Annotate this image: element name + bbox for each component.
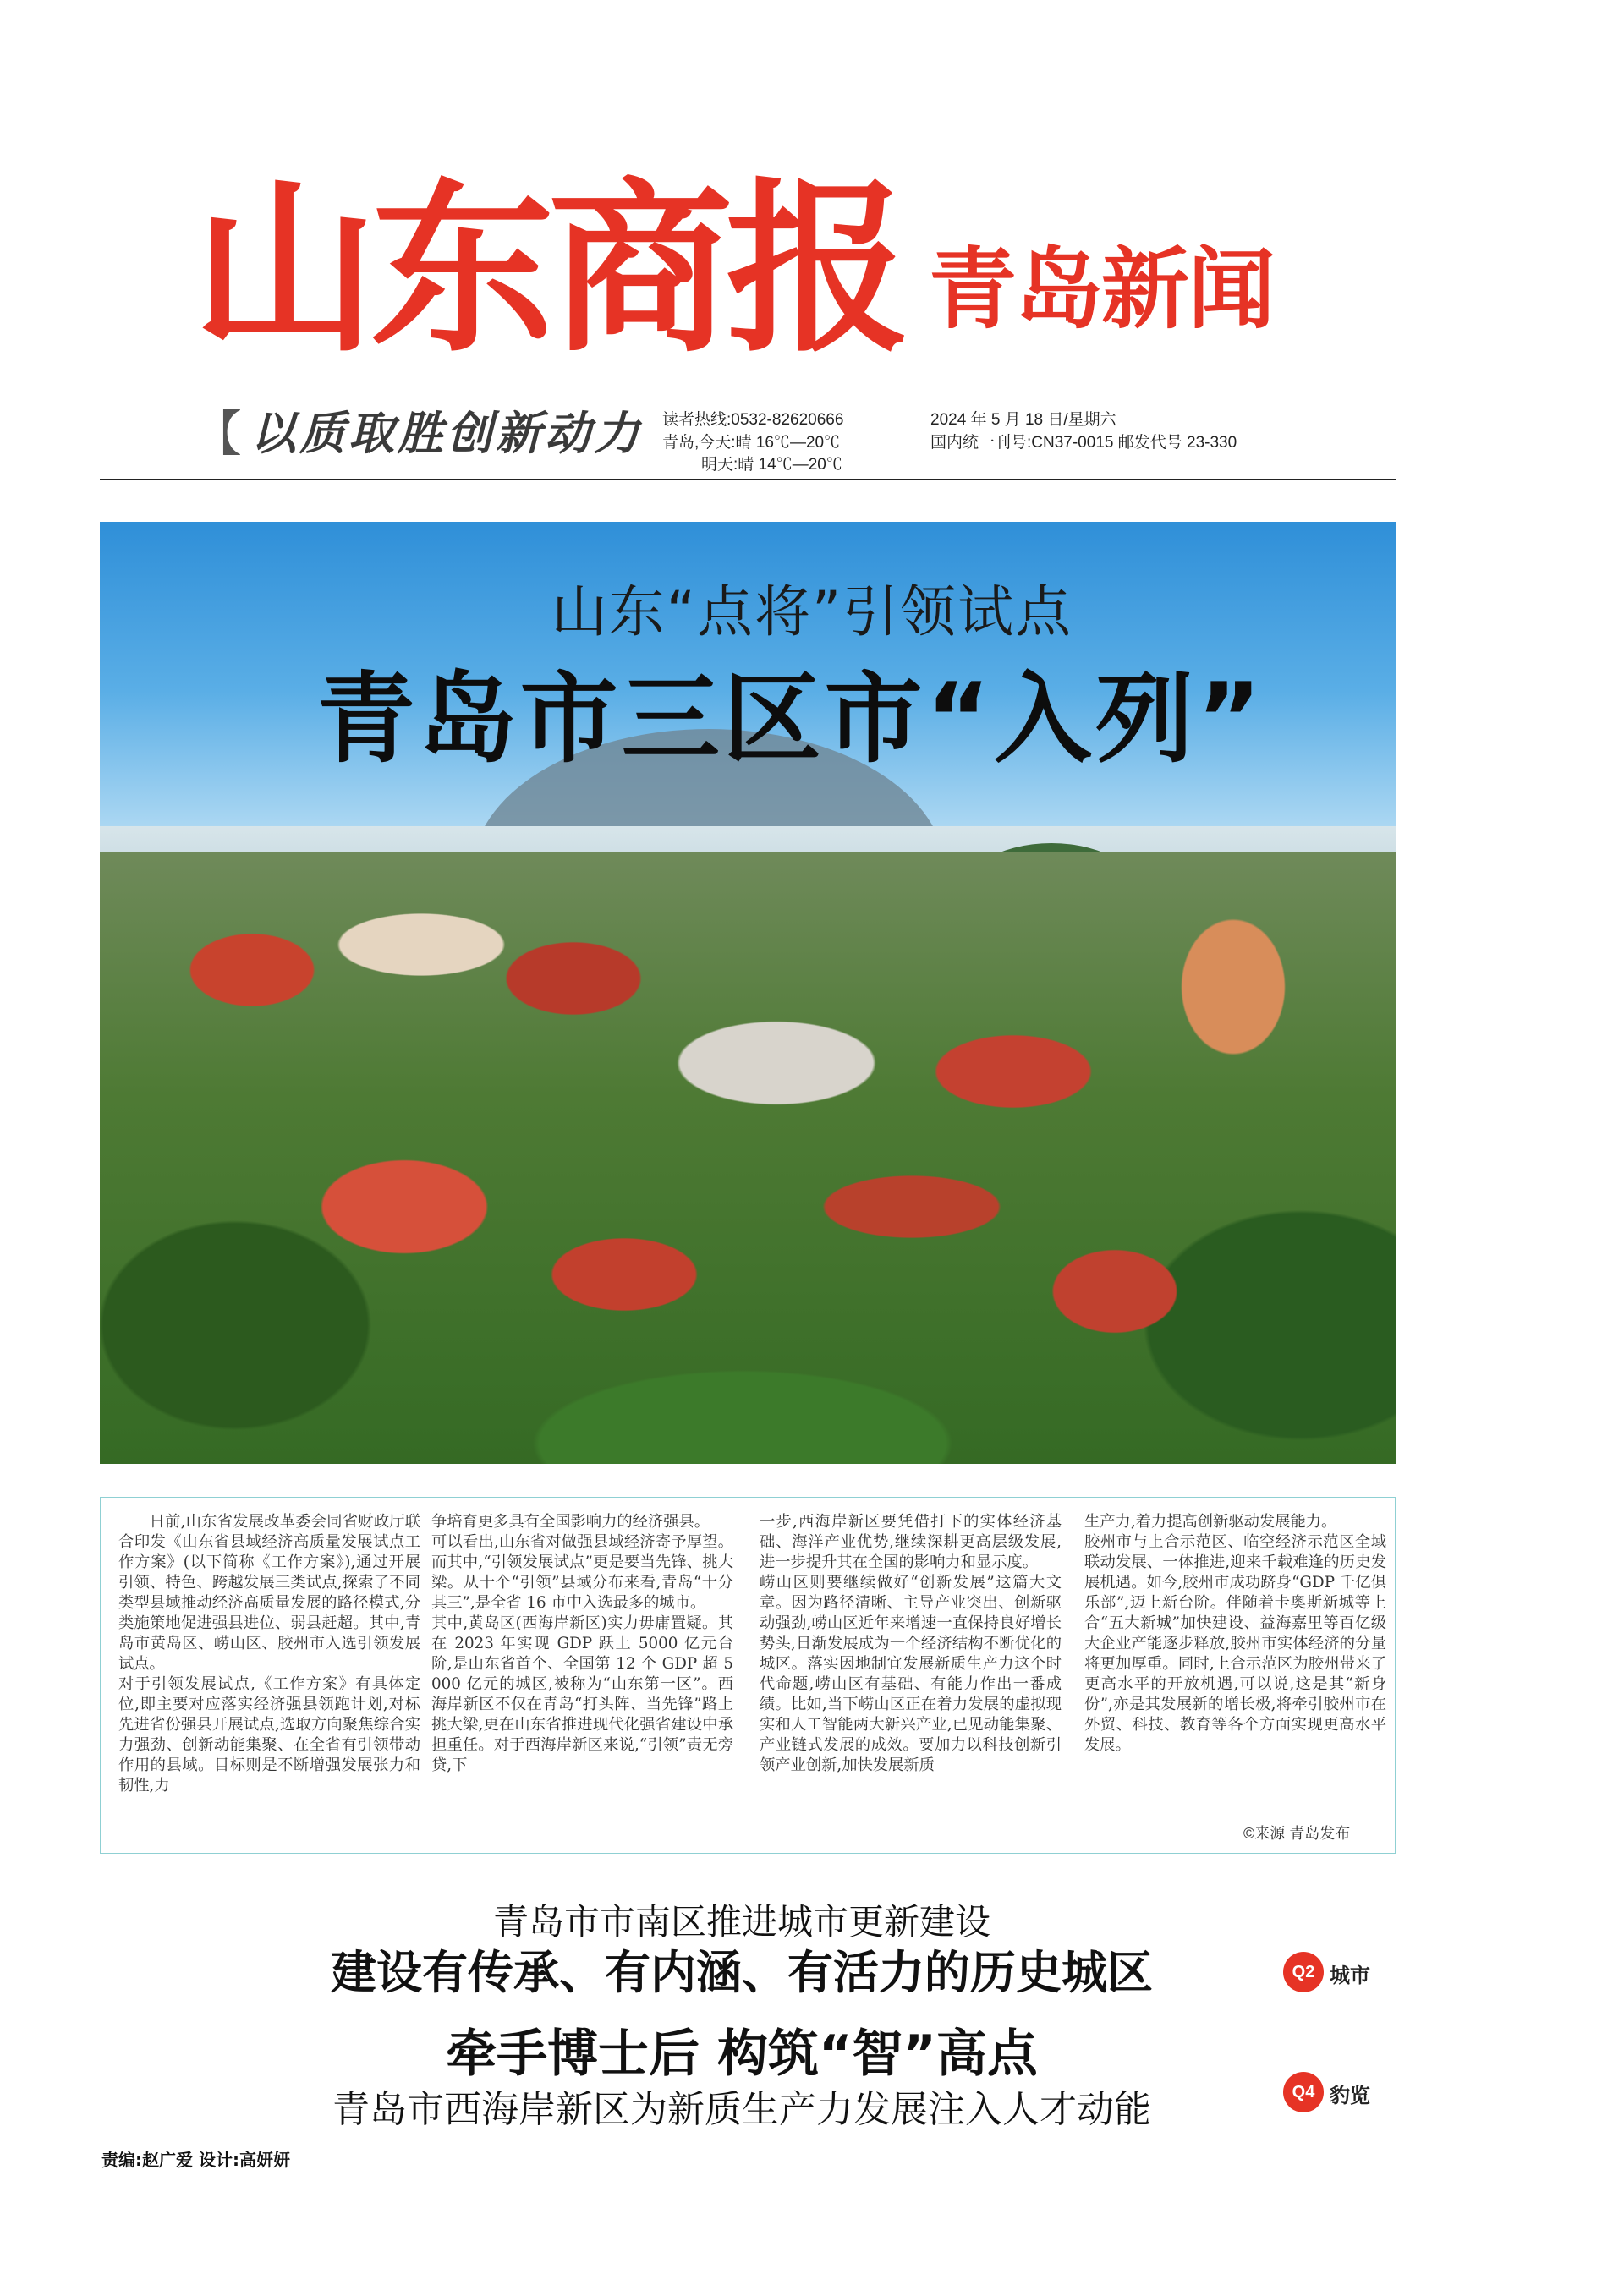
article-text: 争培育更多具有全国影响力的经济强县。 可以看出,山东省对做强县域经济寄予厚望。而其中,“引领发展试点”更是要当先锋、挑大梁。从十个“引领”县域分布来看,青岛“十分其三”,是全省 16 市中入选最多的城市。 其中,黄岛区(西海岸新区)实力毋庸置疑。其在 2023 年实现 GDP 跃上 5000 亿元台阶,是山东省首个、全国第 12 个 GDP 超 5000 亿元的城区,被称为“山东第一区”。西海岸新区不仅在青岛“打头阵、当先锋”路上挑大梁,更在山东省推进现代化强省建设中承担重任。对于西海岸新区来说,“引领”责无旁贷,下 [431,1513,733,1774]
issue-date: 2024 年 5 月 18 日/星期六 [930,411,1116,429]
article-text: 日前,山东省发展改革委会同省财政厅联合印发《山东省县域经济高质量发展试点工作方案》(以下简称《工作方案》),通过开展引领、特色、跨越发展三类试点,探索了不同类型县域推动经济高质量发展的路径模式,分类施策地促进强县进位、弱县赶超。其中,青岛市黄岛区、崂山区、胶州市入选引领发展试点。 对于引领发展试点,《工作方案》有具体定位,即主要对应落实经济强县领跑计划,对标先进省份强县开展试点,选取方向聚焦综合实力强劲、创新动能集聚、在全省有引领带动作用的县域。目标则是不断增强发展张力和韧性,力 [118,1513,420,1795]
article-text: 生产力,着力提高创新驱动发展能力。 胶州市与上合示范区、临空经济示范区全域联动发展、一体推进,迎来千载难逢的历史发展机遇。如今,胶州市成功跻身“GDP 千亿俱乐部”,迈上新台阶。伴随着卡奥斯新城等上合“五大新城”加快建设、益海嘉里等百亿级大企业产能逐步释放,胶州市实体经济的分量将更加厚重。同时,上合示范区为胶州带来了更高水平的开放机遇,可以说,这是其“新身份”,亦是其发展新的增长极,将牵引胶州市在外贸、科技、教育等各个方面实现更高水平发展。 [1084,1513,1386,1754]
registration-number: 国内统一刊号:CN37-0015 邮发代号 23-330 [930,434,1237,452]
red-roof-town [100,852,1396,1464]
slogan-bracket-icon: 【 [193,405,246,463]
teaser-1-page-badge[interactable]: Q2 [1283,1952,1324,1992]
weather-tomorrow: 明天:晴 14℃—20℃ [701,456,842,474]
weather-today: 青岛,今天:晴 16℃—20℃ [662,434,841,452]
teaser-2-kicker: 青岛市西海岸新区为新质生产力发展注入人才动能 [332,2088,1151,2131]
hero-kicker: 山东“点将”引领试点 [551,579,1073,644]
teaser-1-kicker: 青岛市市南区推进城市更新建设 [492,1901,990,1943]
article-text: 一步,西海岸新区要凭借打下的实体经济基础、海洋产业优势,继续深耕更高层级发展,进一步提升其在全国的影响力和显示度。 崂山区则要继续做好“创新发展”这篇大文章。因为路径清晰、主导产业突出、创新驱动强劲,崂山区近年来增速一直保持良好增长势头,日渐发展成为一个经济结构不断优化的城区。落实因地制宜发展新质生产力这个时代命题,崂山区有基础、有能力作出一番成绩。比如,当下崂山区正在着力发展的虚拟现实和人工智能两大新兴产业,已见动能集聚、产业链式发展的成效。要加力以科技创新引领产业创新,加快发展新质 [760,1513,1062,1774]
slogan-text: 以质取胜创新动力 [250,405,644,460]
masthead-rule [100,479,1396,480]
teaser-2-headline[interactable]: 牵手博士后 构筑“智”高点 [446,2025,1038,2084]
slogan [193,397,644,463]
teaser-2-section: 豹览 [1330,2084,1370,2107]
article-column-1 [118,1512,420,1829]
article-column-4 [1084,1512,1386,1829]
source-credit: ©来源 青岛发布 [1243,1825,1351,1842]
teaser-2-page-badge[interactable]: Q4 [1283,2072,1324,2112]
article-column-3 [760,1512,1062,1829]
hero-headline: 青岛市三区市“入列” [316,662,1265,776]
newspaper-title: 山东商报 [193,163,903,377]
teaser-1-headline[interactable]: 建设有传承、有内涵、有活力的历史城区 [331,1946,1153,1999]
editor-credits: 责编:赵广爱 设计:高妍妍 [102,2150,290,2170]
teaser-1-section: 城市 [1330,1964,1370,1987]
article-column-2 [431,1512,733,1829]
edition-title: 青岛新闻 [929,238,1275,341]
reader-hotline: 读者热线:0532-82620666 [662,411,844,429]
